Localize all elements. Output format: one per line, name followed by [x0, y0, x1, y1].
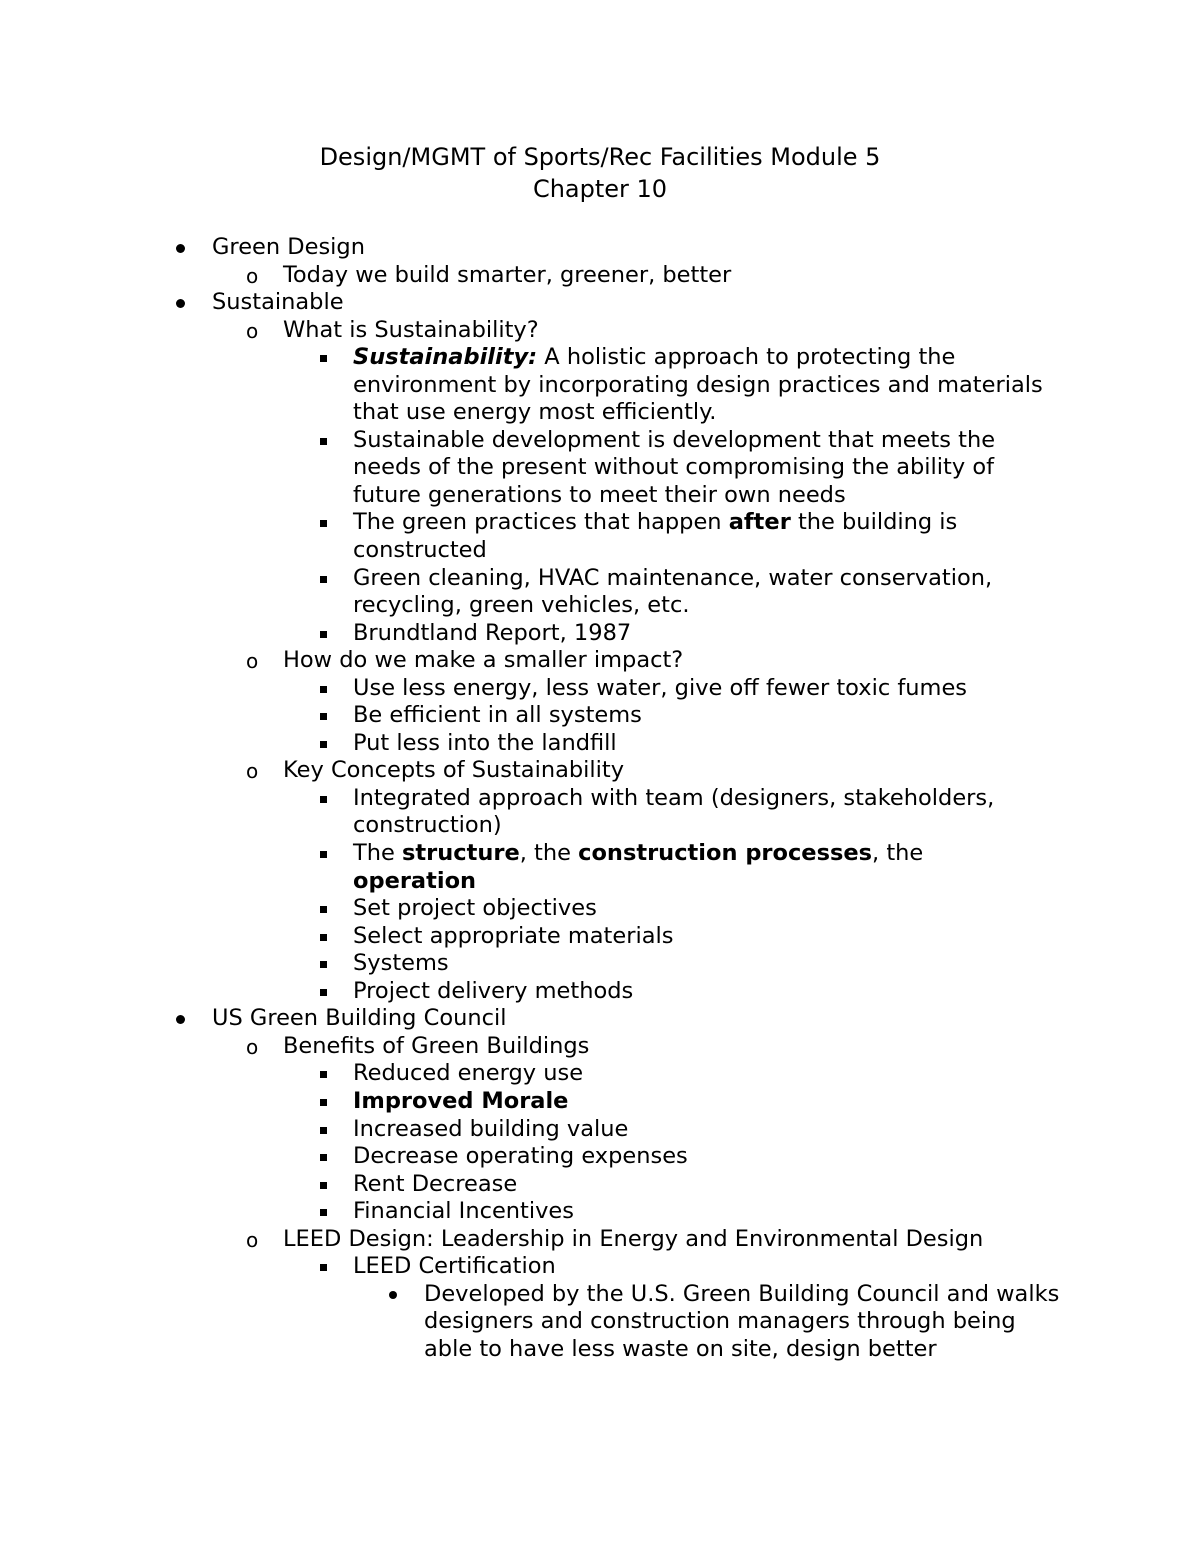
list-item: [0, 427, 1043, 510]
circle-bullet-icon: o: [246, 1227, 259, 1252]
list-item: [0, 1281, 1064, 1364]
list-item-text: Reduced energy use: [353, 1060, 584, 1087]
list-item-text: [353, 509, 1043, 564]
text-segment: , the: [872, 840, 924, 867]
list-item-text: Developed by the U.S. Green Building Council and walks designers and construction managers through being able to have less waste on site, design better: [424, 1280, 1060, 1362]
text-segment: The green practices that happen: [353, 509, 729, 536]
text-segment: the building is constructed: [353, 509, 958, 564]
notes-outline: [0, 234, 1200, 1363]
circle-bullet-icon: o: [246, 318, 259, 343]
list-item: [0, 840, 1043, 895]
list-item-text: Integrated approach with team (designers, stakeholders, construction): [353, 784, 995, 839]
emphasis-text: Improved Morale: [353, 1087, 569, 1114]
circle-bullet-icon: o: [246, 759, 259, 784]
list-item-text: Green Design: [212, 234, 365, 260]
list-item: [0, 923, 1043, 951]
document-title: Design/MGMT of Sports/Rec Facilities Module 5: [319, 143, 881, 171]
list-item: [0, 1171, 1043, 1199]
list-item: [0, 702, 1043, 730]
list-item: [0, 730, 1043, 758]
list-item-text: Increased building value: [353, 1115, 629, 1142]
list-item: [0, 647, 1200, 675]
circle-bullet-icon: o: [246, 263, 259, 288]
list-item: [0, 289, 1200, 317]
list-item-text: Sustainable: [212, 289, 344, 316]
list-item: [0, 262, 1200, 290]
list-item: [0, 1005, 1200, 1033]
list-item-text: Key Concepts of Sustainability: [283, 757, 625, 784]
list-item-text: US Green Building Council: [212, 1005, 507, 1032]
list-item-text: Decrease operating expenses: [353, 1143, 688, 1170]
text-segment: The: [353, 840, 402, 867]
list-item-text: LEED Certification: [353, 1253, 556, 1280]
definition-term: Sustainability:: [353, 344, 538, 371]
list-item: [0, 675, 1043, 703]
list-item-text: Benefits of Green Buildings: [283, 1032, 590, 1059]
list-item-text: [353, 344, 1043, 427]
list-item: [0, 757, 1200, 785]
list-item: [0, 1253, 1043, 1281]
list-item: [0, 317, 1200, 345]
list-item: [0, 234, 1200, 262]
list-item: [0, 978, 1043, 1006]
circle-bullet-icon: o: [246, 649, 259, 674]
list-item: [0, 785, 1043, 840]
list-item: [0, 1226, 1200, 1254]
list-item: [0, 1033, 1200, 1061]
list-item: [0, 620, 1043, 648]
list-item-text: Systems: [353, 950, 449, 977]
list-item-text: Green cleaning, HVAC maintenance, water conservation, recycling, green vehicles, etc.: [353, 564, 993, 619]
emphasis-text: construction processes: [578, 840, 873, 867]
list-item-text: Project delivery methods: [353, 977, 634, 1004]
document-header: [0, 141, 1200, 205]
list-item: [0, 1088, 1043, 1116]
list-item-text: Financial Incentives: [353, 1198, 575, 1225]
emphasis-text: after: [728, 509, 791, 536]
list-item-text: What is Sustainability?: [283, 316, 539, 343]
list-item-text: Be efficient in all systems: [353, 702, 642, 729]
list-item-text: Use less energy, less water, give off fewer toxic fumes: [353, 674, 968, 701]
list-item: [0, 1198, 1043, 1226]
text-segment: , the: [519, 840, 579, 867]
list-item-text: How do we make a smaller impact?: [283, 647, 684, 674]
definition-text: A holistic approach to protecting the environment by incorporating design practices and materials that use energy most efficiently.: [353, 344, 1043, 426]
list-item: [0, 344, 1043, 427]
list-item-text: Set project objectives: [353, 895, 597, 922]
list-item: [0, 1143, 1043, 1171]
list-item: [0, 950, 1043, 978]
list-item: [0, 565, 1043, 620]
circle-bullet-icon: o: [246, 1034, 259, 1059]
list-item: [0, 1116, 1043, 1144]
emphasis-text: operation: [353, 867, 477, 894]
emphasis-text: structure: [402, 840, 520, 867]
list-item: [0, 895, 1043, 923]
list-item-text: LEED Design: Leadership in Energy and Environmental Design: [283, 1225, 984, 1252]
chapter-subtitle: Chapter 10: [532, 175, 668, 203]
list-item-text: Select appropriate materials: [353, 922, 674, 949]
list-item-text: Brundtland Report, 1987: [353, 619, 632, 646]
list-item-text: Rent Decrease: [353, 1170, 518, 1197]
list-item-text: Sustainable development is development that meets the needs of the present without compromising the ability of future generations to meet their own needs: [353, 426, 996, 508]
list-item-text: [353, 840, 1043, 895]
list-item-text: Put less into the landfill: [353, 729, 617, 756]
list-item: [0, 1060, 1043, 1088]
list-item-text: [353, 1088, 1043, 1116]
list-item: [0, 509, 1043, 564]
list-item-text: Today we build smarter, greener, better: [283, 261, 732, 288]
